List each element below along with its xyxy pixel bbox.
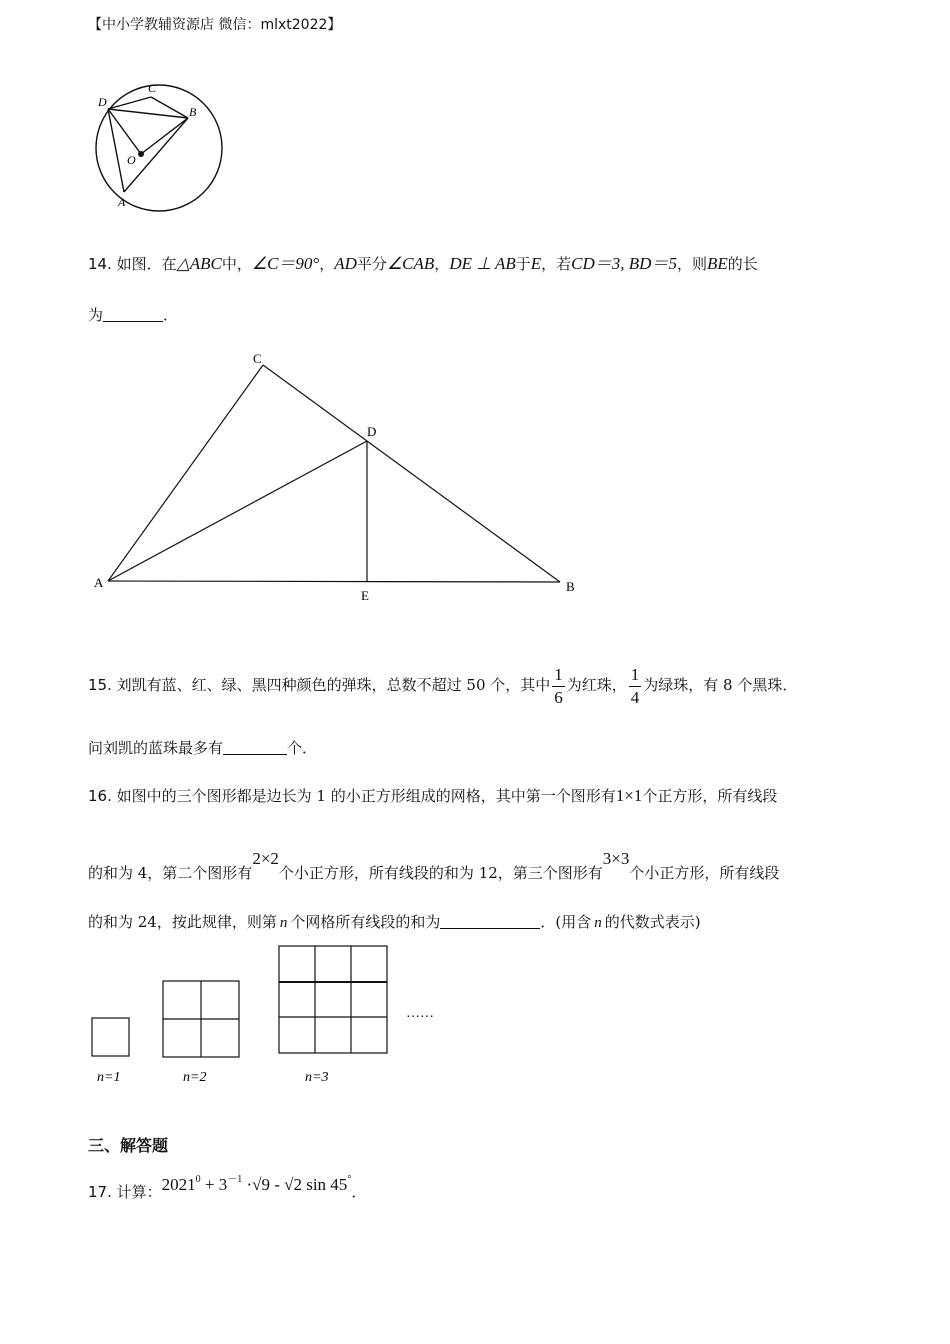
label-n2: n=2 — [183, 1070, 207, 1085]
label-o: O — [127, 153, 136, 167]
label-c: C — [148, 81, 157, 95]
q14-math-e: E — [530, 254, 542, 273]
label-c: C — [253, 351, 262, 366]
question-16-line2 — [88, 849, 780, 884]
fraction-numerator: 1 — [629, 664, 642, 687]
grid-n1 — [92, 1018, 129, 1056]
q16-math-2x2: 2×2 — [252, 849, 279, 868]
q14-math-perp: DE ⊥ AB — [449, 254, 516, 273]
q15-text: 刘凯有蓝、红、绿、黑四种颜色的弹珠，总数不超过 50 个，其中 — [111, 676, 551, 694]
question-14-line1 — [88, 253, 758, 275]
fraction-numerator: 1 — [552, 664, 565, 687]
q14-math-angle-c: ∠C＝90° — [251, 254, 320, 273]
q17-exponent: －1 — [227, 1174, 243, 1185]
radius-ob — [141, 118, 188, 154]
fraction-one-fourth — [629, 664, 642, 709]
q17-number: 17. — [88, 1183, 112, 1201]
side-ab — [108, 581, 560, 582]
q16-text: 的和为 4，第二个图形有 — [88, 864, 253, 882]
center-point — [138, 151, 144, 157]
q14-math-lengths: CD＝3, BD＝5 — [571, 254, 677, 273]
q14-text: 于 — [515, 255, 531, 273]
q17-expr-part: 2021 — [161, 1175, 196, 1194]
q16-text: 的代数式表示) — [604, 913, 701, 931]
grid-n3 — [279, 946, 387, 1053]
q16-text: 个小正方形，所有线段的和为 12，第三个图形有 — [278, 864, 603, 882]
question-16-line1 — [88, 785, 777, 807]
label-n1: n=1 — [97, 1070, 121, 1085]
segment-ad — [108, 441, 367, 581]
question-15-line2 — [88, 737, 317, 759]
fraction-denominator: 4 — [630, 687, 640, 707]
q17-text: ． — [351, 1183, 367, 1201]
q17-expression — [162, 1175, 352, 1194]
label-a: A — [94, 575, 104, 590]
q16-math-n: n — [279, 915, 288, 931]
triangle-figure — [88, 345, 588, 610]
side-ac — [108, 365, 263, 581]
q17-text: 计算： — [111, 1183, 162, 1201]
circle-figure — [88, 76, 238, 216]
label-d: D — [367, 424, 377, 439]
q14-text: 中， — [221, 255, 252, 273]
q14-math-ad: AD — [334, 254, 357, 273]
q14-text: 为 — [88, 306, 104, 324]
q16-text: 个网格所有线段的和为 — [290, 913, 441, 931]
q14-number: 14. — [88, 255, 112, 273]
q17-expr-part: + 3 — [200, 1175, 228, 1194]
answer-blank-15[interactable] — [223, 740, 287, 755]
ellipsis: …… — [406, 1006, 434, 1021]
q14-math-angle-cab: ∠CAB — [386, 254, 435, 273]
label-b: B — [189, 105, 197, 119]
q17-expr-part: ·√9 - √2 sin 45 — [242, 1175, 348, 1194]
q14-math-triangle: △ABC — [176, 254, 222, 273]
q15-text: 个． — [287, 739, 318, 757]
q14-math-be: BE — [706, 254, 728, 273]
page-header: 【中小学教辅资源店 微信：mlxt2022】 — [88, 17, 342, 33]
answer-blank-16[interactable] — [440, 914, 540, 929]
question-16-line3 — [88, 911, 701, 934]
section-heading: 三、解答题 — [88, 1136, 169, 1155]
label-d: D — [98, 95, 107, 109]
label-e: E — [361, 588, 369, 603]
q14-text: 如图．在 — [111, 255, 177, 273]
q14-text: ． — [163, 306, 179, 324]
q15-text: 为绿珠，有 8 个黑珠． — [643, 676, 798, 694]
answer-blank-14[interactable] — [103, 307, 163, 322]
q15-text: 为红珠， — [566, 676, 627, 694]
q16-text: 个正方形，所有线段 — [642, 787, 778, 805]
q14-text: ， — [434, 255, 450, 273]
chord-db — [108, 109, 188, 118]
q14-text: 平分 — [356, 255, 387, 273]
q15-number: 15. — [88, 676, 112, 694]
q16-text: ．(用含 — [540, 913, 592, 931]
label-b: B — [566, 579, 575, 594]
q16-number: 16. — [88, 787, 112, 805]
q16-math-1x1: 1×1 — [615, 786, 643, 805]
q16-math-n: n — [594, 915, 602, 931]
q16-text: 的和为 24，按此规律，则第 — [88, 913, 277, 931]
label-n3: n=3 — [305, 1070, 329, 1085]
q17-exponent: ° — [347, 1174, 352, 1185]
q14-text: ，若 — [541, 255, 572, 273]
q17-exponent: 0 — [195, 1174, 201, 1185]
question-14-line2 — [88, 304, 178, 326]
grid-figures — [88, 943, 448, 1093]
q14-text: 的长 — [727, 255, 758, 273]
q14-text: ，则 — [676, 255, 707, 273]
fraction-one-sixth — [552, 664, 565, 709]
question-15-line1 — [88, 662, 797, 709]
chord-da — [108, 109, 124, 192]
q16-text: 个小正方形，所有线段 — [629, 864, 780, 882]
q14-text: ， — [319, 255, 335, 273]
fraction-denominator: 6 — [554, 687, 563, 707]
q15-text: 问刘凯的蓝珠最多有 — [88, 739, 224, 757]
question-17 — [88, 1176, 366, 1203]
q16-text: 如图中的三个图形都是边长为 1 的小正方形组成的网格，其中第一个图形有 — [111, 787, 616, 805]
label-a: A — [118, 195, 126, 209]
q16-math-3x3: 3×3 — [602, 849, 630, 868]
